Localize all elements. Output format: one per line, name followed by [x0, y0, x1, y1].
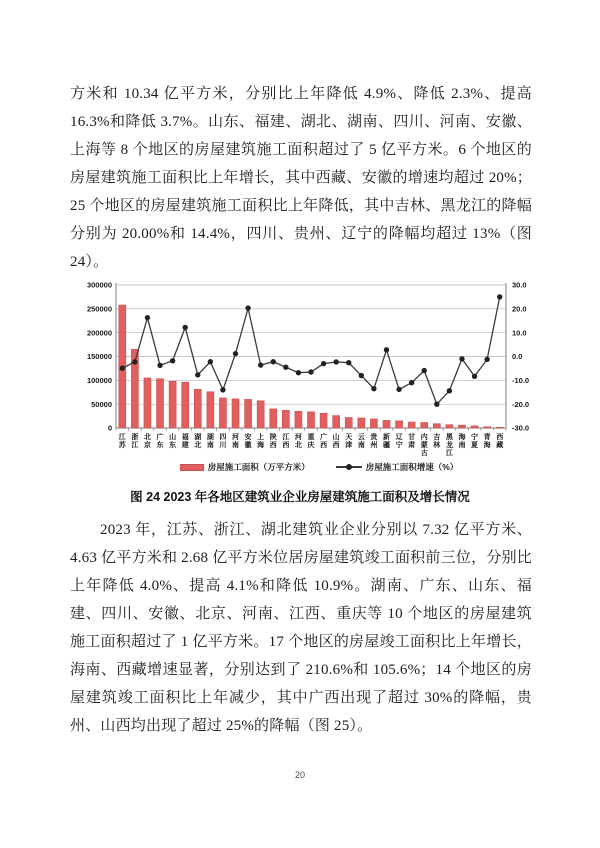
x-axis-label: 江 [282, 434, 290, 441]
bar [446, 425, 453, 428]
x-axis-label: 广 [156, 434, 164, 441]
bar [232, 399, 239, 428]
line-point [170, 359, 174, 363]
x-axis-label: 海 [257, 442, 265, 449]
legend-item-area [180, 461, 310, 473]
bar [408, 422, 415, 428]
line-point [460, 357, 464, 361]
line-point [145, 315, 149, 319]
line-point [271, 360, 275, 364]
x-axis-label: 京 [143, 442, 151, 449]
bar [295, 411, 302, 428]
bar [257, 401, 264, 428]
right-axis-tick: -10.0 [512, 375, 530, 385]
line-point [158, 363, 162, 367]
bar-series-swatch [180, 464, 204, 471]
x-axis-label: 山 [332, 434, 340, 441]
x-axis-label: 甘 [408, 434, 416, 441]
left-axis-tick: 0 [107, 423, 112, 433]
x-axis-label: 藏 [496, 442, 504, 449]
x-axis-label: 州 [370, 442, 378, 449]
line-point [183, 325, 187, 329]
legend-label-area: 房屋施工面积（万平方米） [207, 462, 310, 472]
bar [421, 423, 428, 428]
right-axis-tick: 0.0 [512, 352, 523, 362]
x-axis-label: 浙 [131, 434, 139, 441]
line-point [498, 295, 502, 299]
x-axis-label: 西 [496, 434, 504, 441]
line-point [321, 361, 325, 365]
x-axis-label: 江 [445, 450, 453, 457]
left-axis-tick: 150000 [86, 352, 112, 362]
bar [308, 412, 315, 428]
x-axis-label: 苏 [118, 442, 126, 449]
x-axis-label: 河 [294, 434, 302, 441]
line-point [422, 368, 426, 372]
x-axis-label: 重 [307, 434, 315, 441]
line-point [309, 370, 313, 374]
bar [396, 421, 403, 428]
bar-line-chart-canvas [84, 282, 554, 458]
bar [169, 381, 176, 428]
bar [370, 419, 377, 428]
x-axis-label: 江 [118, 434, 126, 441]
x-axis-label: 疆 [382, 442, 390, 449]
figure-caption: 图 24 2023 年各地区建筑业企业房屋建筑施工面积及增长情况 [130, 490, 470, 504]
x-axis-label: 川 [219, 442, 227, 449]
left-axis-tick: 200000 [86, 328, 112, 338]
bar [496, 427, 503, 428]
bar [358, 418, 365, 428]
x-axis-label: 南 [232, 442, 240, 449]
x-axis-label: 内 [420, 434, 428, 441]
bar [282, 410, 289, 428]
line-point [334, 360, 338, 364]
x-axis-label: 西 [332, 442, 340, 449]
x-axis-label: 北 [143, 434, 151, 441]
x-axis-label: 林 [433, 442, 441, 449]
line-point [409, 381, 413, 385]
line-point [347, 360, 351, 364]
line-point [359, 373, 363, 377]
right-axis-tick: 30.0 [512, 282, 527, 290]
paragraph-bottom: 2023 年，江苏、浙江、湖北建筑业企业分别以 7.32 亿平方米、4.63 亿平方米和 2.68 亿平方米位居房屋建筑竣工面积前三位，分别比上年降低 4.0%、提高 4.1%和降低 10.9%。湖南、广东、山东、福建、四川、安徽、北京、河南、江西、重庆等 10 个地区的房屋建筑施工面积超过了 1 亿平方米。17 个地区的房屋竣工面积比上年增长，海南、西藏增速显著，分别达到了 210.6%和 105.6%；14 个地区的房屋建筑竣工面积比上年减少，其中广西出现了超过 30%的降幅，贵州、山西均出现了超过 25%的降幅（图 25）。 [70, 522, 532, 734]
bar [345, 418, 352, 428]
bar [383, 420, 390, 428]
x-axis-label: 云 [357, 434, 365, 441]
right-axis-tick: -30.0 [512, 423, 530, 433]
line-point [296, 371, 300, 375]
line-point [120, 366, 124, 370]
bar [433, 424, 440, 428]
bar [458, 425, 465, 428]
line-point [435, 402, 439, 406]
line-point [472, 374, 476, 378]
line-point [485, 357, 489, 361]
bar [157, 379, 164, 428]
x-axis-label: 安 [244, 434, 252, 441]
x-axis-label: 古 [420, 450, 428, 457]
line-point [447, 389, 451, 393]
x-axis-label: 南 [458, 442, 466, 449]
line-point [196, 373, 200, 377]
left-axis-tick: 300000 [86, 282, 112, 290]
x-axis-label: 辽 [395, 434, 403, 441]
line-point [233, 351, 237, 355]
line-point [258, 363, 262, 367]
page-number: 20 [294, 770, 305, 780]
line-point [133, 360, 137, 364]
x-axis-label: 河 [232, 434, 240, 441]
bar [182, 382, 189, 428]
bar [219, 398, 226, 428]
x-axis-label: 肃 [408, 442, 416, 449]
x-axis-label: 北 [194, 442, 202, 449]
bar [270, 409, 277, 428]
x-axis-label: 天 [345, 434, 353, 441]
legend-label-growth: 房屋施工面积增速（%） [365, 462, 459, 472]
x-axis-label: 南 [206, 442, 214, 449]
bar [207, 392, 214, 428]
left-axis-tick: 100000 [86, 375, 112, 385]
x-axis-label: 津 [345, 442, 353, 449]
legend-item-growth [336, 461, 459, 473]
x-axis-label: 广 [320, 434, 328, 441]
x-axis-label: 青 [483, 434, 491, 441]
right-axis-tick: -20.0 [512, 399, 530, 409]
x-axis-label: 福 [181, 434, 189, 441]
x-axis-label: 湖 [194, 434, 202, 441]
bar [333, 416, 340, 428]
x-axis-label: 东 [156, 442, 164, 449]
line-point [221, 388, 225, 392]
x-axis-label: 海 [458, 434, 466, 441]
x-axis-label: 东 [169, 442, 177, 449]
x-axis-label: 黑 [445, 434, 453, 441]
x-axis-label: 蒙 [420, 442, 428, 449]
figure-24-chart [84, 282, 554, 473]
line-point [284, 365, 288, 369]
bar [484, 427, 491, 428]
bar [144, 378, 151, 428]
growth-line [122, 297, 499, 404]
x-axis-label: 山 [169, 434, 177, 441]
x-axis-label: 陕 [269, 434, 277, 441]
x-axis-label: 徽 [244, 442, 252, 449]
x-axis-label: 夏 [471, 442, 479, 449]
bar [245, 399, 252, 428]
line-point [208, 360, 212, 364]
x-axis-label: 龙 [445, 442, 453, 449]
x-axis-label: 吉 [433, 434, 441, 441]
x-axis-label: 江 [131, 442, 139, 449]
x-axis-label: 西 [269, 442, 277, 449]
x-axis-label: 新 [382, 434, 390, 441]
left-axis-tick: 250000 [86, 304, 112, 314]
line-point [246, 306, 250, 310]
paragraph-top: 方米和 10.34 亿平方米，分别比上年降低 4.9%、降低 2.3%、提高 16.3%和降低 3.7%。山东、福建、湖北、湖南、四川、河南、安徽、上海等 8 个地区的房屋建筑施工面积超过了 5 亿平方米。6 个地区的房屋建筑施工面积比上年增长，其中西藏、安徽的增速均超过 20%；25 个地区的房屋建筑施工面积比上年降低，其中吉林、黑龙江的降幅分别为 20.00%和 14.4%，四川、贵州、辽宁的降幅均超过 13%（图 24）。 [70, 86, 532, 270]
x-axis-label: 西 [320, 442, 328, 449]
x-axis-label: 西 [282, 442, 290, 449]
line-point [384, 348, 388, 352]
line-point [372, 386, 376, 390]
x-axis-label: 宁 [471, 434, 479, 441]
x-axis-label: 上 [257, 434, 265, 441]
bar [471, 426, 478, 428]
chart-legend [84, 461, 554, 473]
x-axis-label: 北 [294, 442, 302, 449]
line-series-swatch [336, 466, 362, 468]
right-axis-tick: 20.0 [512, 304, 527, 314]
right-axis-tick: 10.0 [512, 328, 527, 338]
x-axis-label: 湖 [206, 434, 214, 441]
x-axis-label: 宁 [395, 442, 403, 449]
x-axis-label: 建 [181, 442, 189, 449]
x-axis-label: 南 [357, 442, 365, 449]
bar [194, 389, 201, 428]
x-axis-label: 庆 [307, 442, 315, 449]
x-axis-label: 海 [483, 442, 491, 449]
line-point [397, 387, 401, 391]
x-axis-label: 贵 [370, 434, 378, 441]
x-axis-label: 四 [219, 434, 227, 441]
left-axis-tick: 50000 [91, 399, 112, 409]
bar [320, 413, 327, 428]
